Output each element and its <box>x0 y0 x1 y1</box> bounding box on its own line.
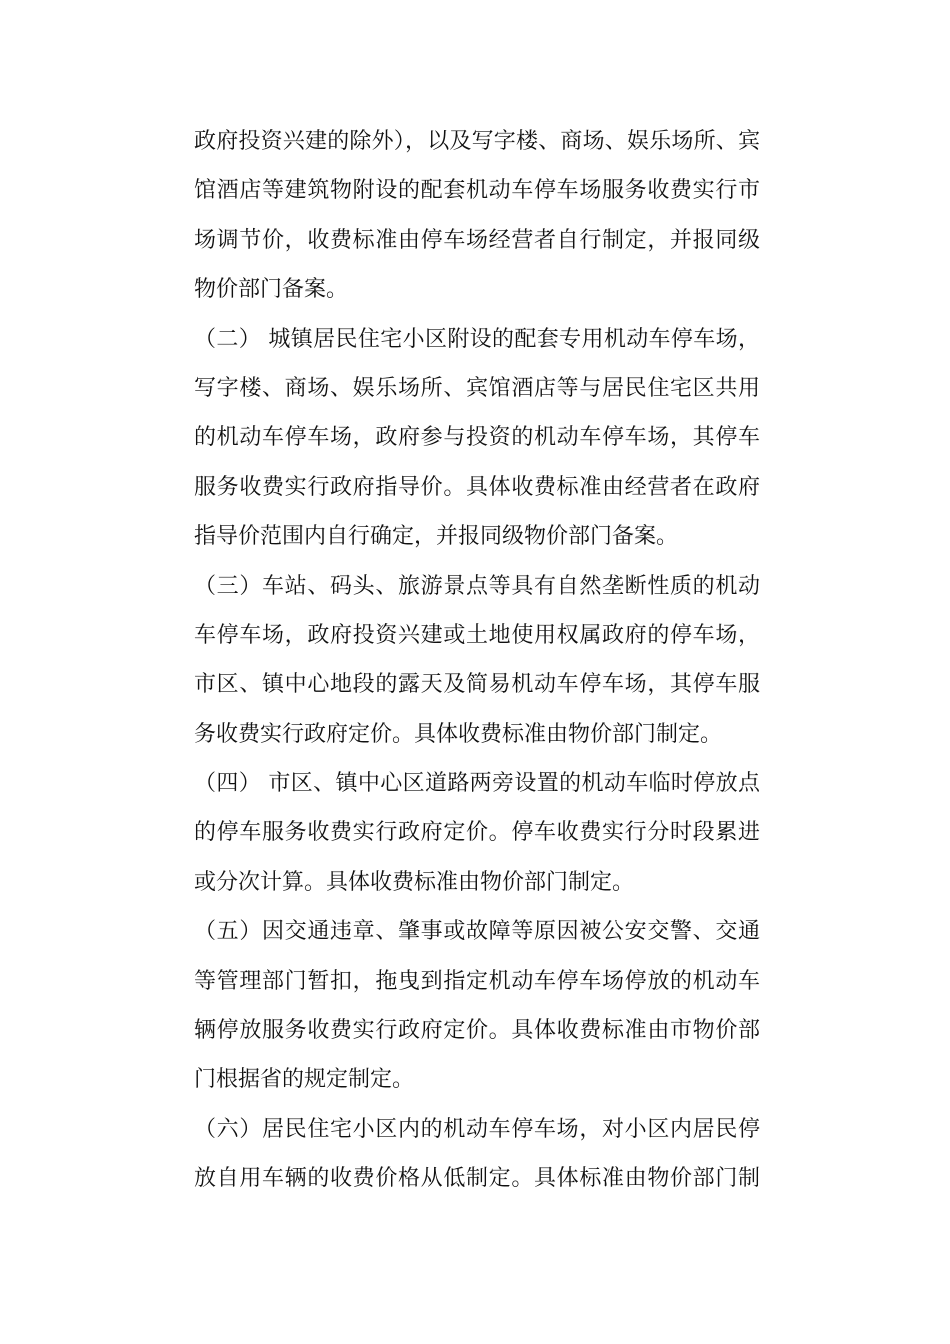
text-line: （六）居民住宅小区内的机动车停车场，对小区内居民停 <box>194 1116 760 1142</box>
text-line: （五）因交通违章、肇事或故障等原因被公安交警、交通 <box>194 919 760 945</box>
text-line: 的机动车停车场，政府参与投资的机动车停车场，其停车 <box>194 425 760 451</box>
text-line: （二） 城镇居民住宅小区附设的配套专用机动车停车场， <box>194 326 760 352</box>
text-line: 的停车服务收费实行政府定价。停车收费实行分时段累进 <box>194 820 760 846</box>
text-line: 馆酒店等建筑物附设的配套机动车停车场服务收费实行市 <box>194 178 760 204</box>
text-line: 市区、镇中心地段的露天及简易机动车停车场，其停车服 <box>194 672 760 698</box>
text-line: 辆停放服务收费实行政府定价。具体收费标准由市物价部 <box>194 1018 760 1044</box>
text-line: 物价部门备案。 <box>194 277 349 303</box>
text-line: 车停车场，政府投资兴建或土地使用权属政府的停车场， <box>194 622 760 648</box>
text-line: 或分次计算。具体收费标准由物价部门制定。 <box>194 869 635 895</box>
text-line: 服务收费实行政府指导价。具体收费标准由经营者在政府 <box>194 474 760 500</box>
document-body <box>194 117 760 1204</box>
text-line: 政府投资兴建的除外），以及写字楼、商场、娱乐场所、宾 <box>194 129 760 154</box>
text-line: 写字楼、商场、娱乐场所、宾馆酒店等与居民住宅区共用 <box>194 375 760 401</box>
text-line: 场调节价，收费标准由停车场经营者自行制定，并报同级 <box>194 227 760 253</box>
text-line: 务收费实行政府定价。具体收费标准由物价部门制定。 <box>194 721 723 747</box>
text-line: 门根据省的规定制定。 <box>194 1067 415 1093</box>
text-line: 指导价范围内自行确定，并报同级物价部门备案。 <box>194 524 679 550</box>
text-line: 等管理部门暂扣，拖曳到指定机动车停车场停放的机动车 <box>194 968 760 994</box>
text-line: 放自用车辆的收费价格从低制定。具体标准由物价部门制 <box>194 1166 760 1192</box>
text-line: （四） 市区、镇中心区道路两旁设置的机动车临时停放点 <box>194 771 760 797</box>
text-line: （三）车站、码头、旅游景点等具有自然垄断性质的机动 <box>194 573 760 599</box>
